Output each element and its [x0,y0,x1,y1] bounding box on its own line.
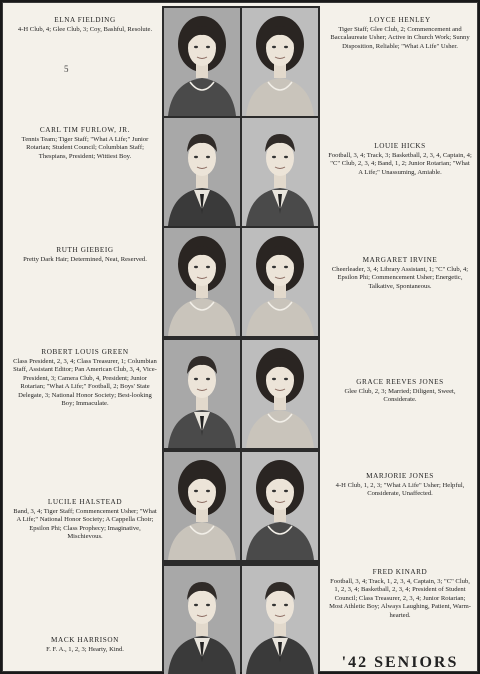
senior-entry-mack-harrison [12,636,158,654]
portrait-photo-fred-kinard [242,566,318,674]
senior-name: RUTH GIEBEIG [56,246,114,254]
portrait-photo-louie-hicks [242,118,318,226]
senior-name: LOYCE HENLEY [369,16,431,24]
senior-activities: Football, 3, 4; Track, 1, 2, 3, 4, Captain, 3; "C" Club, 1, 2, 3, 4; Basketball, 2, 3, 4; President of Student Council; Class Treasurer, 2, 3, 4; Junior Rotarian; Most Athletic Boy; Always Laughing, Patient, Warm-hearted. [329,578,471,619]
senior-activities: 4-H Club, 4; Glee Club, 3; Coy, Bashful, Resolute. [17,26,153,33]
portrait-photo-margaret-irvine [242,228,318,336]
senior-name: ELNA FIELDING [54,16,116,24]
senior-entry-robert-louis-green [12,348,158,408]
senior-name: LUCILE HALSTEAD [47,498,123,506]
portrait-photo-grace-reeves-jones [242,340,318,448]
photo-column [162,6,320,672]
senior-activities: Class President, 2, 3, 4; Class Treasurer, 1; Columbian Staff, Assistant Editor; Pan American Club, 3, 4, Vice-President, 3; Camera Club, 4, President; Junior Rotarian; "What A Life;" Football, 2; Boys' State Delegate, 3; National Honor Society; Best-looking Boy; Immaculate. [13,358,157,408]
senior-activities: Glee Club, 2, 3; Married; Diligent, Sweet, Considerate. [344,388,456,404]
portrait-photo-lucile-halstead [164,452,240,560]
senior-entry-ruth-giebeig [12,246,158,264]
senior-activities: Pretty Dark Hair; Determined, Neat, Reserved. [23,256,147,263]
senior-entry-carl-tim-furlow [12,126,158,161]
senior-name: GRACE REEVES JONES [356,378,444,386]
senior-activities: Tiger Staff; Glee Club, 2; Commencement and Baccalaureate Usher; Active in Church Work; Sunny Disposition, Reliable; "What A Life" Usher. [330,26,470,50]
portrait-photo-carl-tim-furlow [164,118,240,226]
yearbook-page [2,2,478,672]
senior-activities: Band, 3, 4; Tiger Staff; Commencement Usher; "What A Life;" National Honor Society; A Cappella Choir; Epsilon Phi; Class Prophecy; Imaginative, Mischievous. [13,508,157,541]
senior-activities: Football, 3, 4; Track, 3; Basketball, 2, 3, 4, Captain, 4; "C" Club, 2, 3, 4; Band, 1, 2; Junior Rotarian; "What A Life;" Unassuming, Amiable. [328,152,472,176]
senior-name: ROBERT LOUIS GREEN [41,348,129,356]
portrait-photo-ruth-giebeig [164,228,240,336]
senior-name: FRED KINARD [372,568,428,576]
senior-name: LOUIE HICKS [374,142,426,150]
senior-entry-lucile-halstead [12,498,158,542]
portrait-photo-mack-harrison [164,566,240,674]
senior-entry-loyce-henley [328,16,472,51]
senior-activities: 4-H Club, 1, 2, 3; "What A Life" Usher; Helpful, Considerate, Unaffected. [335,482,465,498]
senior-entry-louie-hicks [328,142,472,177]
portrait-photo-robert-louis-green [164,340,240,448]
senior-activities: Tennis Team; Tiger Staff; "What A Life;" Junior Rotarian; Student Council; Columbian Staff; Thespians, President; Wittiest Boy. [21,136,149,160]
portrait-photo-marjorie-jones [242,452,318,560]
senior-entry-fred-kinard [328,568,472,620]
senior-activities: Cheerleader, 3, 4; Library Assistant, 1; "C" Club, 4; Epsilon Phi; Commencement Usher; Energetic, Talkative, Spontaneous. [331,266,469,290]
senior-name: MARGARET IRVINE [362,256,438,264]
senior-name: MACK HARRISON [51,636,119,644]
senior-entry-grace-reeves-jones [328,378,472,405]
senior-activities: F. F. A., 1, 2, 3; Hearty, Kind. [46,646,124,653]
senior-name: CARL TIM FURLOW, JR. [39,126,131,134]
senior-entry-marjorie-jones [328,472,472,499]
senior-entry-elna-fielding [12,16,158,34]
page-mark: 5 [64,64,69,74]
page-footer-title: '42 SENIORS [341,654,459,671]
portrait-photo-elna-fielding [164,8,240,116]
senior-entry-margaret-irvine [328,256,472,291]
senior-name: MARJORIE JONES [366,472,434,480]
portrait-photo-loyce-henley [242,8,318,116]
